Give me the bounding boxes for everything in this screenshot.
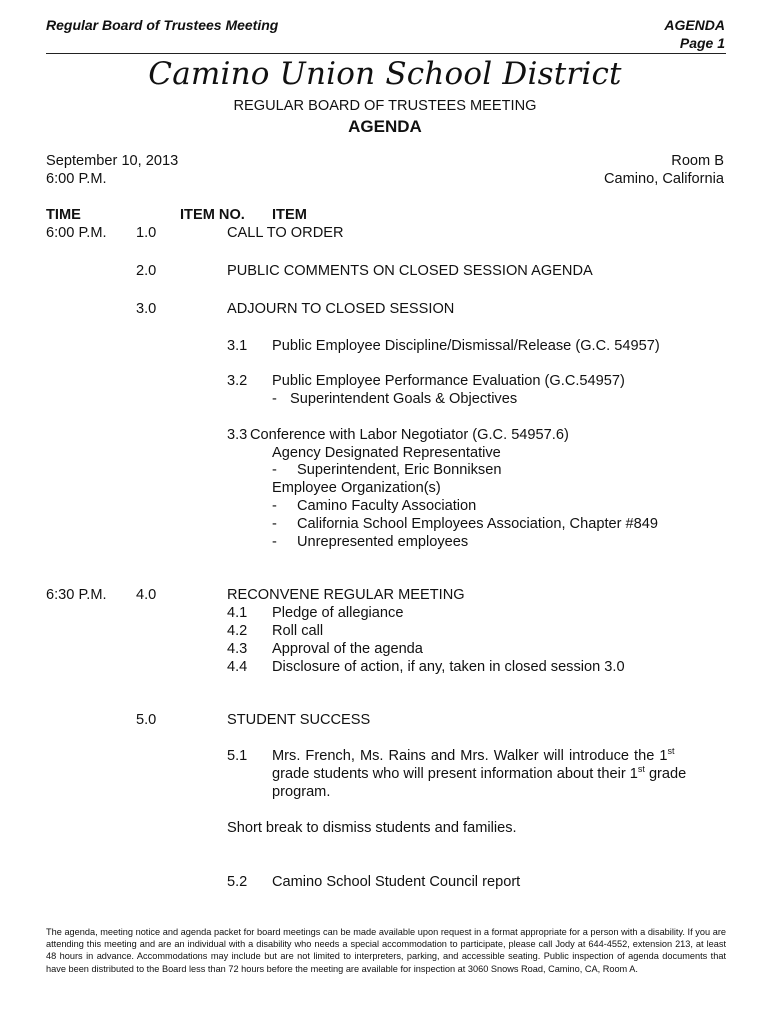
column-header-item-no: ITEM NO. <box>180 207 245 223</box>
item-number: 3.0 <box>136 301 157 317</box>
item-number: 4.0 <box>136 587 157 603</box>
meeting-time: 6:00 P.M. <box>46 171 107 187</box>
subitem-number: 3.3 <box>227 427 248 443</box>
meeting-date: September 10, 2013 <box>46 153 179 169</box>
subitem-detail: Camino Faculty Association <box>297 498 477 514</box>
bullet-dash: - <box>272 516 277 532</box>
subitem-text <box>272 748 706 764</box>
subitem-line: program. <box>272 784 331 800</box>
meeting-subtitle: REGULAR BOARD OF TRUSTEES MEETING <box>233 98 537 114</box>
subitem-detail: California School Employees Association, Chapter #849 <box>297 516 658 532</box>
subitem-number: 5.1 <box>227 748 248 764</box>
subitem-text: Disclosure of action, if any, taken in closed session 3.0 <box>272 659 625 675</box>
break-note: Short break to dismiss students and families. <box>227 820 517 836</box>
district-name: Camino Union School District <box>148 56 622 92</box>
subitem-number: 5.2 <box>227 874 248 890</box>
item-number: 5.0 <box>136 712 157 728</box>
bullet-dash: - <box>272 462 277 478</box>
item-text: PUBLIC COMMENTS ON CLOSED SESSION AGENDA <box>227 263 593 279</box>
item-text: ADJOURN TO CLOSED SESSION <box>227 301 455 317</box>
meeting-room: Room B <box>671 153 724 169</box>
column-header-time: TIME <box>46 207 81 223</box>
column-header-item: ITEM <box>272 207 307 223</box>
subitem-detail: Employee Organization(s) <box>272 480 441 496</box>
subitem-text: Public Employee Discipline/Dismissal/Release (G.C. 54957) <box>272 338 660 354</box>
subitem-line: grade students who will present information about their 1st grade <box>272 764 687 782</box>
subitem-line: Mrs. French, Ms. Rains and Mrs. Walker will introduce the 1st <box>272 746 675 764</box>
item-time: 6:30 P.M. <box>46 587 107 603</box>
subitem-detail: Agency Designated Representative <box>272 445 501 461</box>
subitem-detail: Superintendent Goals & Objectives <box>290 391 518 407</box>
item-number: 2.0 <box>136 263 157 279</box>
agenda-heading: AGENDA <box>348 117 422 136</box>
bullet-dash: - <box>272 534 277 550</box>
accessibility-notice: The agenda, meeting notice and agenda packet for board meetings can be made available upon request in a format appropriate for a person with a disability. If you are attending this meeting and are an individual with a disability who needs a special accommodation to participate, please call Jody at 644-4552, extension 213, at least 48 hours in advance. Accommodations may include but are not limited to interpreters, parking, and accessible seating. Public inspection of agenda documents that have been distributed to the Board less than 72 hours before the meeting are available for inspection at 3060 Snows Road, Camino, CA, Room A. <box>46 927 726 974</box>
subitem-number: 4.1 <box>227 605 248 621</box>
subitem-detail: Unrepresented employees <box>297 534 469 550</box>
bullet-dash: - <box>272 498 277 514</box>
subitem-number: 4.3 <box>227 641 248 657</box>
subitem-number: 3.1 <box>227 338 248 354</box>
subitem-text: Public Employee Performance Evaluation (G.C.54957) <box>272 373 625 389</box>
item-number: 1.0 <box>136 225 157 241</box>
header-rule <box>46 53 726 54</box>
subitem-number: 4.4 <box>227 659 248 675</box>
header-agenda-label: AGENDA <box>664 17 725 33</box>
subitem-text: Pledge of allegiance <box>272 605 404 621</box>
header-meeting-title: Regular Board of Trustees Meeting <box>46 17 279 33</box>
subitem-text: Roll call <box>272 623 324 639</box>
subitem-text: Camino School Student Council report <box>272 874 521 890</box>
subitem-text: Conference with Labor Negotiator (G.C. 54957.6) <box>250 427 569 443</box>
bullet-dash: - <box>272 391 277 407</box>
subitem-detail: Superintendent, Eric Bonniksen <box>297 462 502 478</box>
meeting-location: Camino, California <box>603 171 724 187</box>
subitem-number: 4.2 <box>227 623 248 639</box>
item-text: CALL TO ORDER <box>227 225 344 241</box>
header-page-number: Page 1 <box>679 35 725 51</box>
item-text: STUDENT SUCCESS <box>227 712 371 728</box>
subitem-number: 3.2 <box>227 373 248 389</box>
subitem-text: Approval of the agenda <box>272 641 423 657</box>
item-time: 6:00 P.M. <box>46 225 107 241</box>
item-text: RECONVENE REGULAR MEETING <box>227 587 465 603</box>
